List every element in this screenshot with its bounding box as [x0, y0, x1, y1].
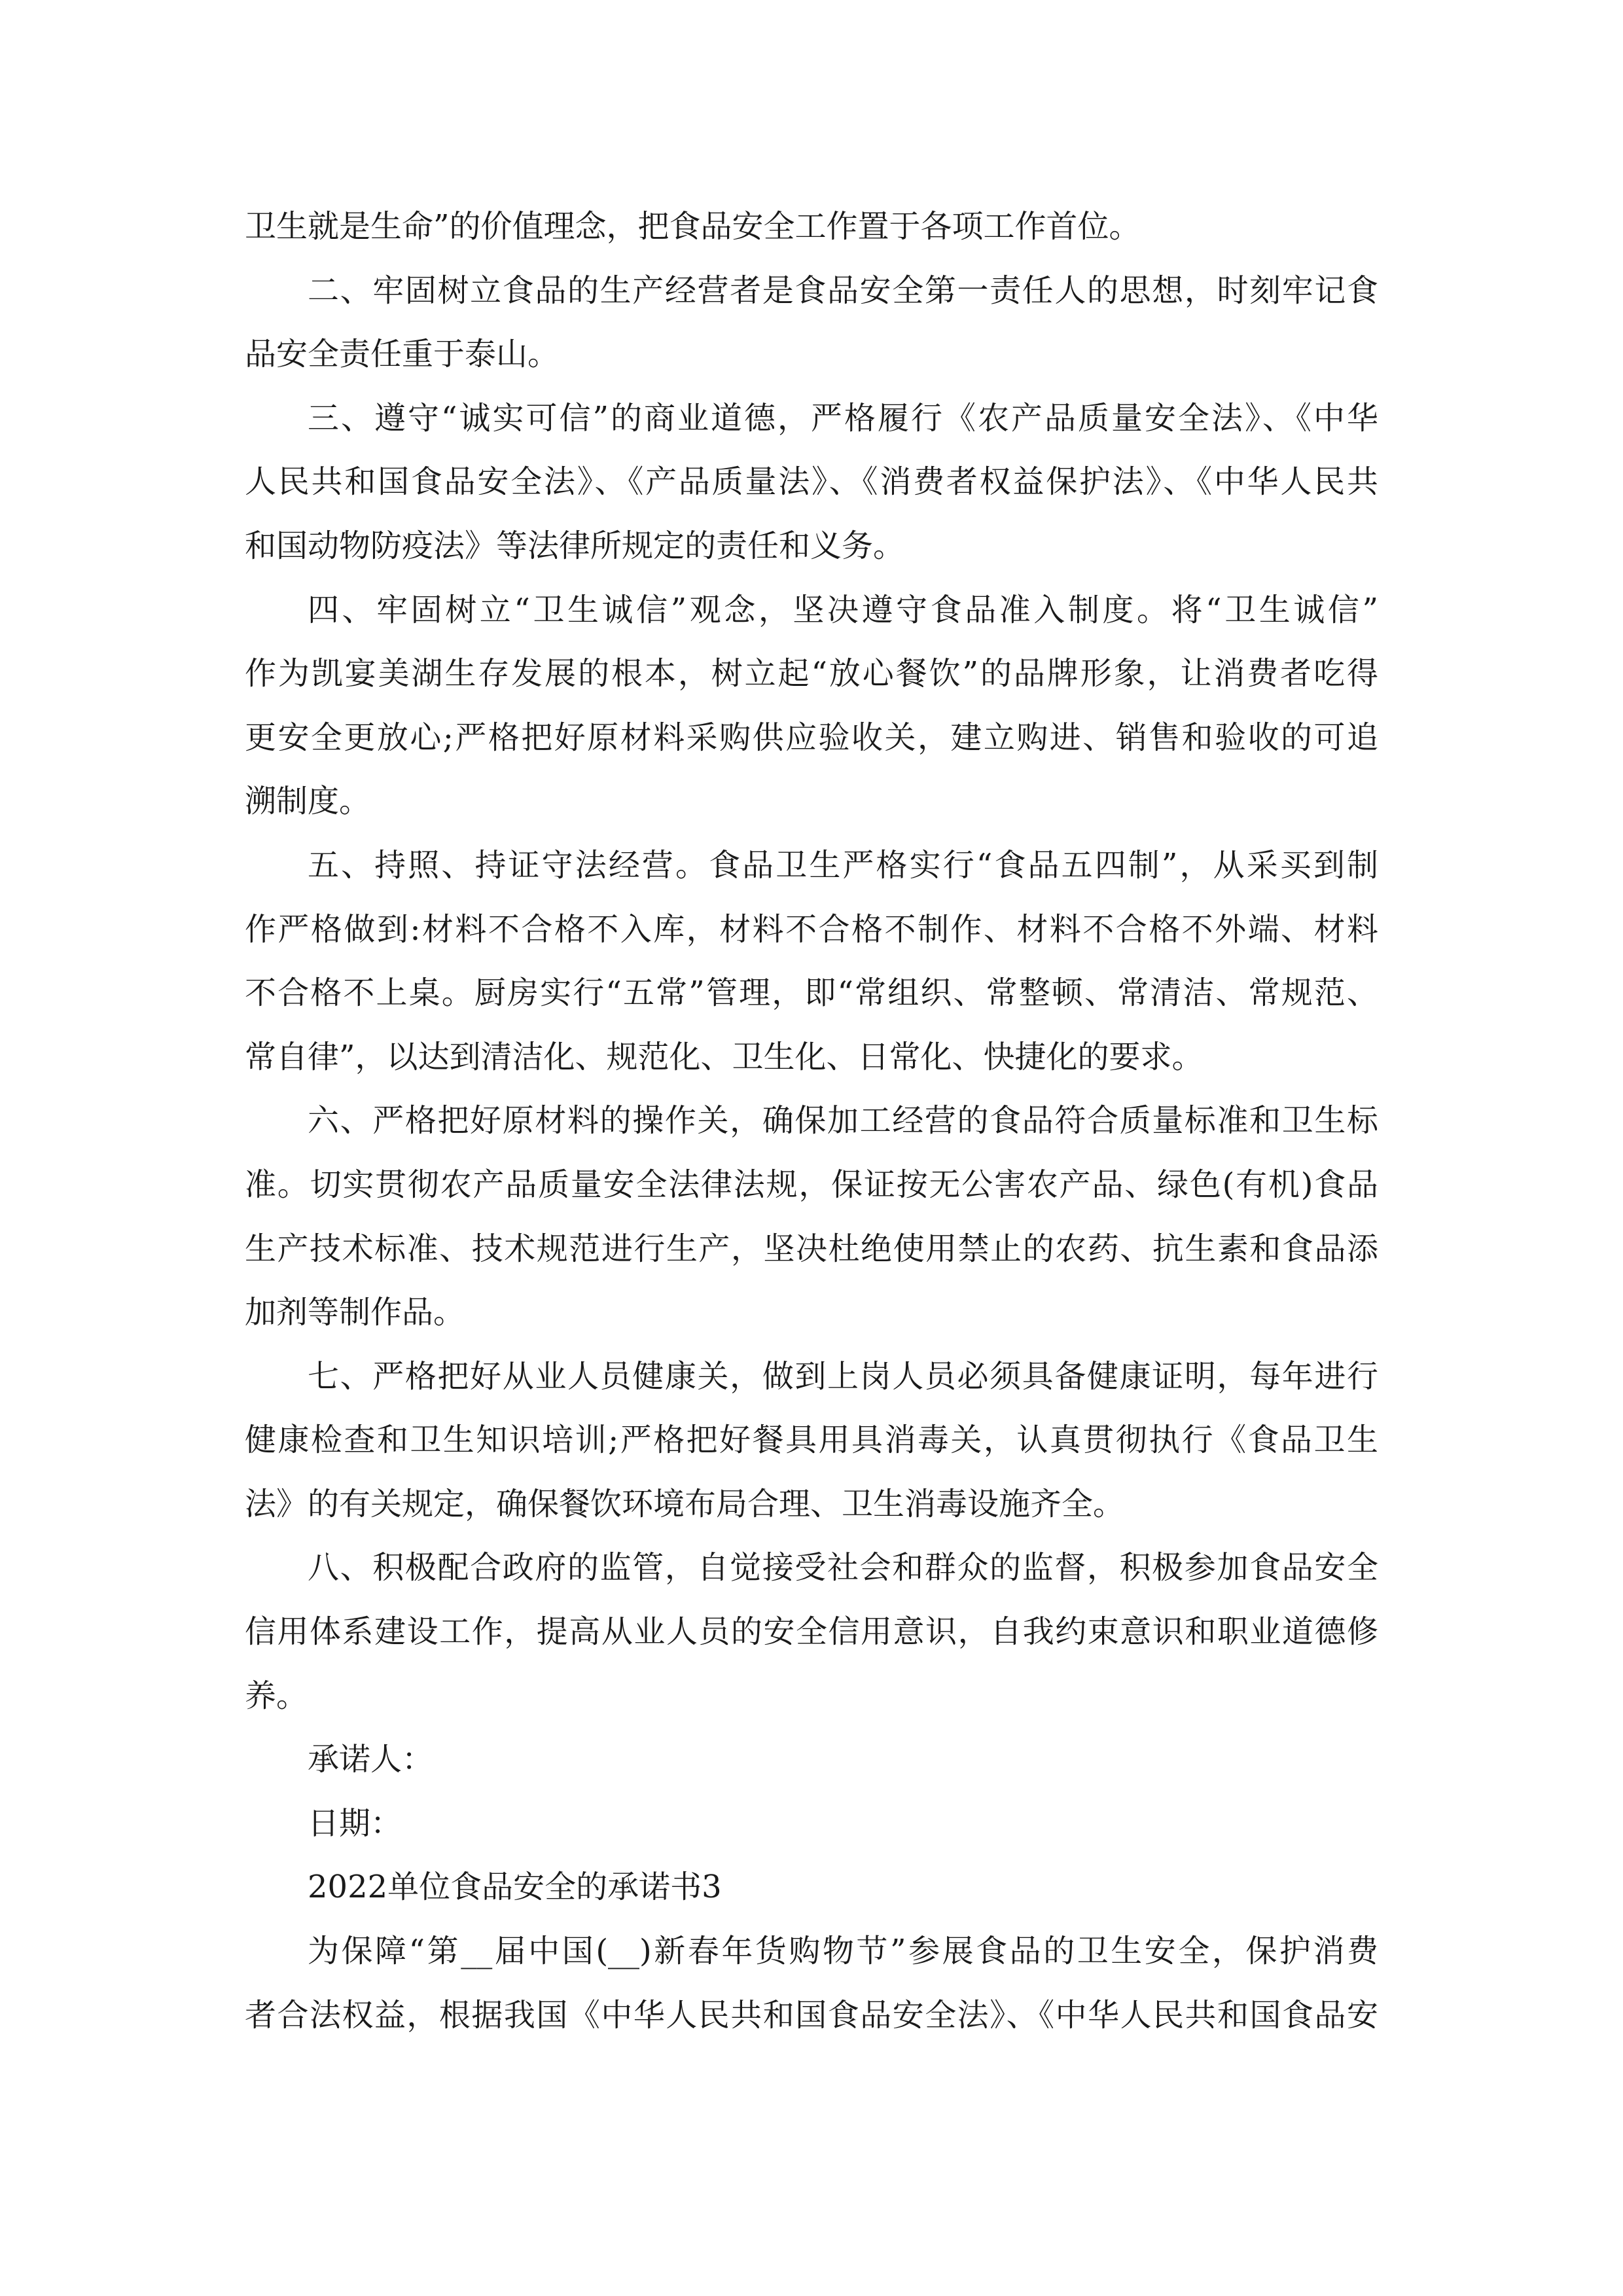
paragraph-item-2: [245, 259, 1378, 387]
paragraph-item-3: [245, 387, 1378, 579]
text-line: 常自律”，以达到清洁化、规范化、卫生化、日常化、快捷化的要求。: [245, 1038, 1204, 1075]
text-line: 六、严格把好原材料的操作关，确保加工经营的食品符合质量标准和卫生标: [308, 1102, 1378, 1139]
text-line: 溯制度。: [245, 783, 371, 820]
text-line: 人民共和国食品安全法》、《产品质量法》、《消费者权益保护法》、《中华人民共: [245, 463, 1378, 501]
text-line: 八、积极配合政府的监管，自觉接受社会和群众的监督，积极参加食品安全: [308, 1549, 1378, 1587]
text-line: 更安全更放心;严格把好原材料采购供应验收关，建立购进、销售和验收的可追: [245, 719, 1378, 756]
text-line: 和国动物防疫法》等法律所规定的责任和义务。: [245, 527, 905, 564]
paragraph-item-4: [245, 579, 1378, 834]
date-line: [245, 1792, 1378, 1856]
text-line: 卫生就是生命”的价值理念，把食品安全工作置于各项工作首位。: [245, 208, 1141, 245]
text-line: 法》的有关规定，确保餐饮环境布局合理、卫生消毒设施齐全。: [245, 1485, 1125, 1522]
text-line: 三、遵守“诚实可信”的商业道德，严格履行《农产品质量安全法》、《中华: [308, 399, 1378, 437]
text-line: 五、持照、持证守法经营。食品卫生严格实行“食品五四制”，从采买到制: [308, 846, 1378, 884]
signatory-line: [245, 1728, 1378, 1792]
text-line: 作严格做到:材料不合格不入库，材料不合格不制作、材料不合格不外端、材料: [245, 910, 1378, 948]
signatory-label: 承诺人：: [308, 1741, 434, 1778]
text-line: 者合法权益，根据我国《中华人民共和国食品安全法》、《中华人民共和国食品安: [245, 1996, 1378, 2034]
text-line: 养。: [245, 1677, 308, 1714]
text-line: 健康检查和卫生知识培训;严格把好餐具用具消毒关，认真贯彻执行《食品卫生: [245, 1422, 1378, 1459]
paragraph-item-6: [245, 1089, 1378, 1344]
text-line: 为保障“第__届中国(__)新春年货购物节”参展食品的卫生安全，保护消费: [308, 1933, 1378, 1970]
text-line: 四、牢固树立“卫生诚信”观念，坚决遵守食品准入制度。将“卫生诚信”: [308, 591, 1378, 628]
date-label: 日期：: [308, 1804, 402, 1842]
section-heading: 2022单位食品安全的承诺书3: [308, 1869, 722, 1906]
paragraph-item-5: [245, 834, 1378, 1089]
text-line: 信用体系建设工作，提高从业人员的安全信用意识，自我约束意识和职业道德修: [245, 1613, 1378, 1651]
document-body: [245, 195, 1378, 2047]
text-line: 七、严格把好从业人员健康关，做到上岗人员必须具备健康证明，每年进行: [308, 1357, 1378, 1395]
text-line: 二、牢固树立食品的生产经营者是食品安全第一责任人的思想，时刻牢记食: [308, 272, 1378, 309]
paragraph-intro-continuation: [245, 195, 1378, 259]
text-line: 不合格不上桌。厨房实行“五常”管理，即“常组织、常整顿、常清洁、常规范、: [245, 975, 1378, 1012]
text-line: 加剂等制作品。: [245, 1294, 465, 1331]
text-line: 生产技术标准、技术规范进行生产，坚决杜绝使用禁止的农药、抗生素和食品添: [245, 1230, 1378, 1267]
paragraph-item-7: [245, 1345, 1378, 1537]
section-title: [245, 1856, 1378, 1920]
text-line: 准。切实贯彻农产品质量安全法律法规，保证按无公害农产品、绿色(有机)食品: [245, 1166, 1378, 1203]
text-line: 作为凯宴美湖生存发展的根本，树立起“放心餐饮”的品牌形象，让消费者吃得: [245, 655, 1378, 692]
paragraph-item-8: [245, 1536, 1378, 1728]
paragraph-section-3-intro: [245, 1920, 1378, 2047]
text-line: 品安全责任重于泰山。: [245, 336, 560, 373]
